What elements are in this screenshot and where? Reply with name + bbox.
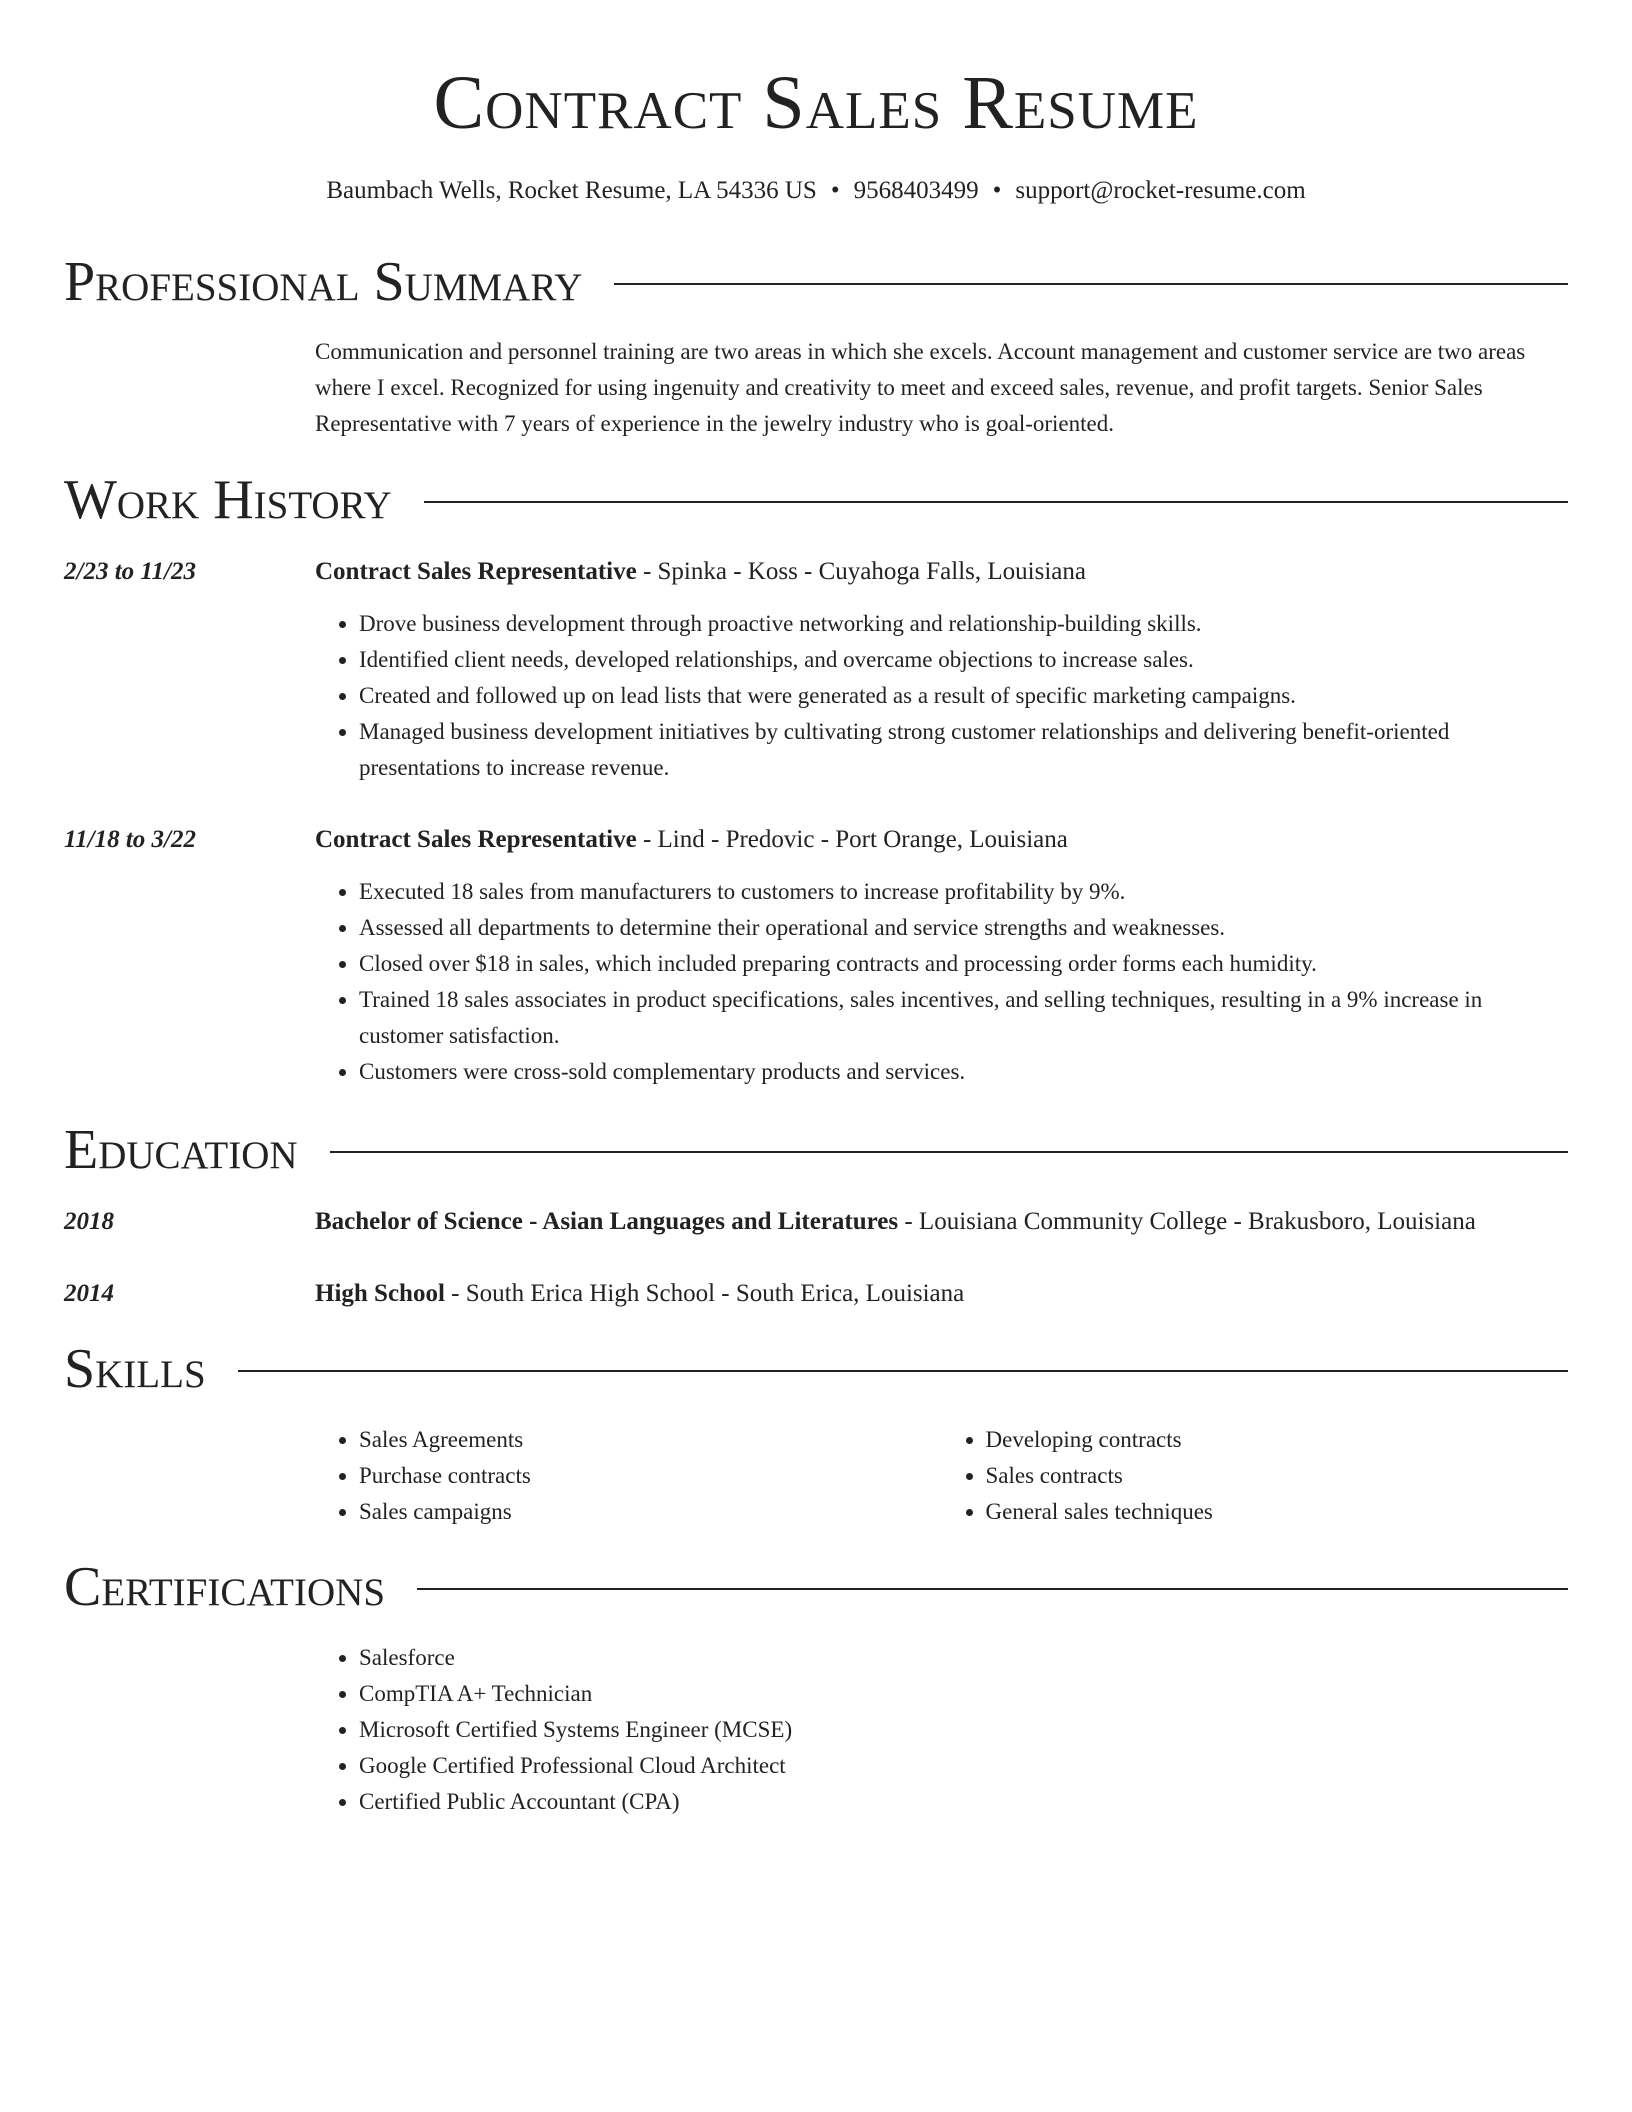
section-header-education	[64, 1118, 1568, 1182]
education-entry	[315, 1276, 1568, 1312]
job-details: - Spinka - Koss - Cuyahoga Falls, Louisiana	[636, 558, 1086, 585]
list-item: • Certified Public Accountant (CPA)	[359, 1784, 1568, 1820]
list-item: • Purchase contracts	[359, 1458, 942, 1494]
education-degree: High School	[315, 1280, 445, 1307]
section-title-summary: Professional Summary	[64, 251, 583, 313]
list-item: • Sales contracts	[986, 1458, 1569, 1494]
section-title-education: Education	[64, 1119, 298, 1181]
resume-title: Contract Sales Resume	[433, 61, 1199, 145]
section-title-skills: Skills	[64, 1338, 206, 1400]
section-header-skills	[64, 1337, 1568, 1401]
contact-phone: 9568403499	[853, 177, 979, 204]
list-item: • Assessed all departments to determine their operational and service strengths and weaknesses.	[359, 910, 1568, 946]
contact-separator: •	[830, 177, 840, 204]
certifications-bullets	[315, 1640, 1568, 1820]
job-bullets	[315, 874, 1568, 1090]
list-item: • Sales campaigns	[359, 1494, 942, 1530]
skills-column-right	[942, 1422, 1569, 1530]
list-item: • Managed business development initiatives by cultivating strong customer relationships and delivering benefit-oriented presentations to increase revenue.	[359, 714, 1568, 786]
list-item: • Created and followed up on lead lists that were generated as a result of specific marketing campaigns.	[359, 678, 1568, 714]
list-item: • Microsoft Certified Systems Engineer (MCSE)	[359, 1712, 1568, 1748]
list-item: • Salesforce	[359, 1640, 1568, 1676]
list-item: • CompTIA A+ Technician	[359, 1676, 1568, 1712]
section-divider	[238, 1370, 1568, 1372]
list-item: • Developing contracts	[986, 1422, 1569, 1458]
list-item: • Google Certified Professional Cloud Architect	[359, 1748, 1568, 1784]
job-heading	[315, 554, 1568, 590]
contact-line	[64, 174, 1568, 208]
job-bullets	[315, 606, 1568, 786]
summary-text: Communication and personnel training are two areas in which she excels. Account management and customer service are two areas where I excel. Recognized for using ingenuity and creativity to meet and exceed sales, revenue, and profit targets. Senior Sales Representative with 7 years of experience in the jewelry industry who is goal-oriented.	[315, 339, 1526, 436]
section-title-certifications: Certifications	[64, 1556, 386, 1618]
job-dates: 11/18 to 3/22	[64, 826, 196, 853]
section-header-work-history	[64, 468, 1568, 532]
education-entry	[315, 1204, 1568, 1240]
list-item: • Drove business development through proactive networking and relationship-building skills.	[359, 606, 1568, 642]
list-item: • Trained 18 sales associates in product specifications, sales incentives, and selling techniques, resulting in a 9% increase in customer satisfaction.	[359, 982, 1568, 1054]
list-item: • Executed 18 sales from manufacturers to customers to increase profitability by 9%.	[359, 874, 1568, 910]
job-details: - Lind - Predovic - Port Orange, Louisiana	[636, 826, 1068, 853]
list-item: • Identified client needs, developed relationships, and overcame objections to increase sales.	[359, 642, 1568, 678]
education-year: 2014	[64, 1280, 114, 1307]
skills-list	[315, 1422, 1568, 1530]
contact-separator: •	[992, 177, 1002, 204]
list-item: • General sales techniques	[986, 1494, 1569, 1530]
list-item: • Customers were cross-sold complementary products and services.	[359, 1054, 1568, 1090]
section-title-work-history: Work History	[64, 469, 392, 531]
job-title: Contract Sales Representative	[315, 826, 637, 853]
job-title: Contract Sales Representative	[315, 558, 637, 585]
list-item: • Closed over $18 in sales, which included preparing contracts and processing order forms each humidity.	[359, 946, 1568, 982]
skills-column-left	[315, 1422, 942, 1530]
section-divider	[614, 283, 1568, 285]
education-details: - Louisiana Community College - Brakusboro, Louisiana	[898, 1208, 1476, 1235]
job-entry	[315, 554, 1568, 786]
list-item: • Sales Agreements	[359, 1422, 942, 1458]
education-details: - South Erica High School - South Erica, Louisiana	[444, 1280, 965, 1307]
job-heading	[315, 822, 1568, 858]
section-header-certifications	[64, 1555, 1568, 1619]
education-year: 2018	[64, 1208, 114, 1235]
section-divider	[417, 1588, 1568, 1590]
education-degree: Bachelor of Science - Asian Languages and Literatures	[315, 1208, 899, 1235]
contact-email[interactable]: support@rocket-resume.com	[1015, 177, 1306, 204]
job-entry	[315, 822, 1568, 1090]
job-dates: 2/23 to 11/23	[64, 558, 196, 585]
section-divider	[424, 501, 1568, 503]
certifications-list	[315, 1640, 1568, 1820]
contact-address: Baumbach Wells, Rocket Resume, LA 54336 US	[326, 177, 817, 204]
section-header-summary	[64, 250, 1568, 314]
section-divider	[330, 1151, 1568, 1153]
